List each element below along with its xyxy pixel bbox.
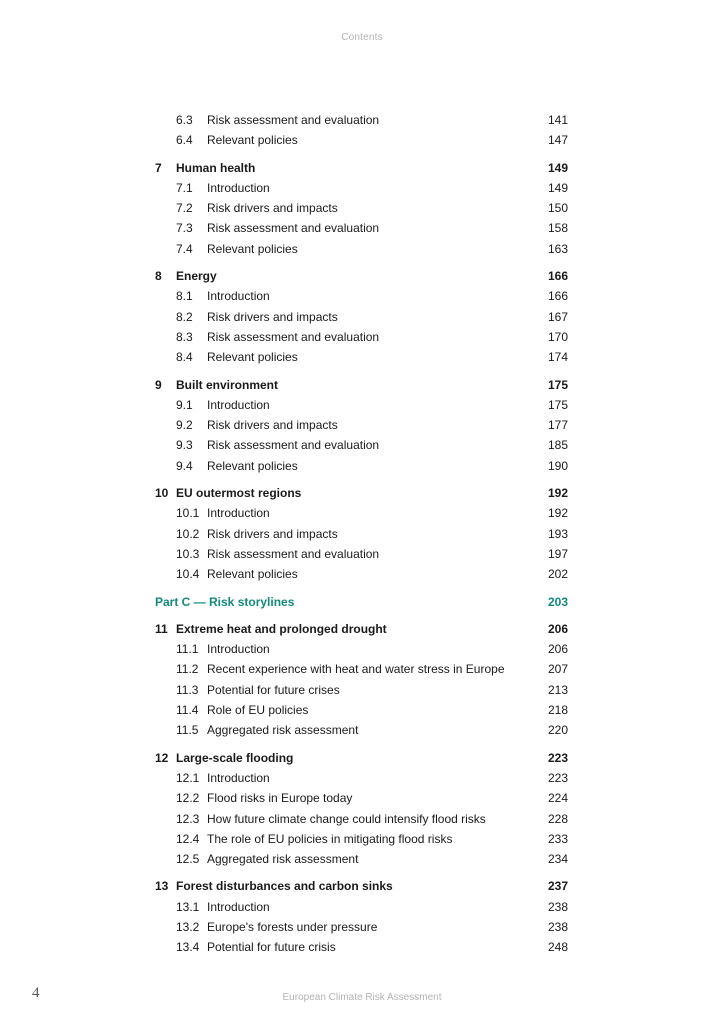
- toc-entry-page: 149: [547, 160, 568, 175]
- toc-chapter-row[interactable]: [155, 483, 570, 503]
- toc-entry-number: 8.2: [176, 309, 193, 324]
- running-header: Contents: [341, 32, 383, 43]
- toc-entry-title: Introduction: [207, 289, 270, 304]
- toc-entry-title: Role of EU policies: [207, 703, 309, 718]
- toc-entry-page: 238: [547, 899, 568, 914]
- toc-entry-number: 12.3: [176, 811, 200, 826]
- toc-entry-number: 9.1: [176, 397, 193, 412]
- toc-section-row[interactable]: [155, 130, 570, 150]
- toc-entry-page: 170: [547, 329, 568, 344]
- toc-section-row[interactable]: [155, 198, 570, 218]
- toc-entry-page: 163: [547, 241, 568, 256]
- toc-entry-title: The role of EU policies in mitigating flood risks: [207, 831, 453, 846]
- toc-entry-number: 11.3: [176, 682, 199, 697]
- toc-entry-title: Forest disturbances and carbon sinks: [176, 879, 393, 894]
- toc-entry-page: 206: [547, 621, 568, 636]
- toc-entry-number: 13.2: [176, 919, 200, 934]
- toc-entry-title: Europe's forests under pressure: [207, 919, 378, 934]
- toc-entry-page: 177: [547, 418, 568, 433]
- toc-entry-page: 220: [547, 723, 568, 738]
- toc-entry-title: Introduction: [207, 899, 270, 914]
- toc-entry-number: 8: [155, 269, 162, 284]
- toc-section-row[interactable]: [155, 809, 570, 829]
- toc-entry-title: How future climate change could intensify flood risks: [207, 811, 486, 826]
- toc-entry-title: Human health: [176, 160, 256, 175]
- toc-entry-title: Energy: [176, 269, 217, 284]
- toc-entry-number: 11.2: [176, 662, 199, 677]
- toc-entry-page: 174: [547, 350, 568, 365]
- toc-entry-number: 9.3: [176, 438, 193, 453]
- toc-entry-number: 8.1: [176, 289, 193, 304]
- toc-entry-number: 11.4: [176, 703, 199, 718]
- toc-entry-title: EU outermost regions: [176, 486, 302, 501]
- toc-chapter-row[interactable]: [155, 748, 570, 768]
- toc-section-row[interactable]: [155, 659, 570, 679]
- toc-entry-page: 234: [547, 852, 568, 867]
- toc-entry-page: 193: [547, 526, 568, 541]
- toc-entry-title: Built environment: [176, 377, 279, 392]
- toc-section-row[interactable]: [155, 720, 570, 740]
- toc-entry-title: Potential for future crises: [207, 682, 340, 697]
- toc-section-row[interactable]: [155, 524, 570, 544]
- toc-section-row[interactable]: [155, 700, 570, 720]
- toc-entry-page: 233: [547, 831, 568, 846]
- toc-entry-page: 175: [547, 397, 568, 412]
- toc-section-row[interactable]: [155, 897, 570, 917]
- page-number: 4: [32, 985, 40, 1001]
- toc-entry-title: Relevant policies: [207, 567, 298, 582]
- table-of-contents: [155, 110, 570, 958]
- toc-entry-page: 141: [547, 113, 568, 127]
- toc-entry-number: 12: [155, 750, 169, 765]
- toc-section-row[interactable]: [155, 218, 570, 238]
- toc-section-row[interactable]: [155, 937, 570, 957]
- toc-chapter-row[interactable]: [155, 266, 570, 286]
- toc-section-row[interactable]: [155, 639, 570, 659]
- toc-entry-title: Risk assessment and evaluation: [207, 329, 380, 344]
- toc-entry-page: 150: [547, 201, 568, 216]
- toc-entry-number: 7.4: [176, 241, 193, 256]
- toc-section-row[interactable]: [155, 286, 570, 306]
- toc-entry-number: 7.2: [176, 201, 193, 216]
- toc-entry-title: Extreme heat and prolonged drought: [176, 621, 387, 636]
- toc-entry-number: 12.4: [176, 831, 200, 846]
- toc-entry-page: 223: [547, 770, 568, 785]
- toc-section-row[interactable]: [155, 395, 570, 415]
- toc-part-row[interactable]: [155, 592, 570, 612]
- toc-entry-page: 149: [547, 180, 568, 195]
- toc-section-row[interactable]: [155, 347, 570, 367]
- toc-entry-page: 238: [547, 919, 568, 934]
- toc-entry-page: 166: [547, 269, 568, 284]
- toc-entry-number: 10.3: [176, 546, 200, 561]
- toc-entry-title: Relevant policies: [207, 458, 298, 473]
- toc-entry-page: 197: [547, 546, 568, 561]
- toc-entry-page: 185: [547, 438, 568, 453]
- toc-entry-title: Relevant policies: [207, 133, 298, 148]
- toc-section-row[interactable]: [155, 564, 570, 584]
- toc-entry-page: 248: [547, 940, 568, 955]
- toc-entry-title: Risk drivers and impacts: [207, 201, 338, 216]
- toc-entry-number: 6.3: [176, 113, 193, 127]
- toc-entry-title: Relevant policies: [207, 241, 298, 256]
- toc-entry-number: 8.3: [176, 329, 193, 344]
- toc-chapter-row[interactable]: [155, 375, 570, 395]
- toc-entry-title: Recent experience with heat and water stress in Europe: [207, 662, 505, 677]
- toc-chapter-row[interactable]: [155, 619, 570, 639]
- toc-entry-title: Relevant policies: [207, 350, 298, 365]
- toc-entry-title: Risk drivers and impacts: [207, 526, 338, 541]
- toc-entry-number: 12.5: [176, 852, 200, 867]
- toc-entry-title: Risk assessment and evaluation: [207, 113, 380, 127]
- toc-section-row[interactable]: [155, 917, 570, 937]
- toc-entry-page: 175: [547, 377, 568, 392]
- toc-entry-number: 7.1: [176, 180, 193, 195]
- toc-entry-page: 213: [547, 682, 568, 697]
- toc-entry-title: Introduction: [207, 397, 270, 412]
- toc-section-row[interactable]: [155, 768, 570, 788]
- toc-entry-number: 10.4: [176, 567, 200, 582]
- toc-entry-page: 190: [547, 458, 568, 473]
- toc-entry-page: 192: [547, 506, 568, 521]
- toc-section-row[interactable]: [155, 829, 570, 849]
- toc-entry-page: 228: [547, 811, 568, 826]
- toc-entry-number: 11: [155, 621, 168, 636]
- toc-chapter-row[interactable]: [155, 158, 570, 178]
- toc-section-row[interactable]: [155, 788, 570, 808]
- toc-entry-number: 10.2: [176, 526, 200, 541]
- toc-entry-page: 192: [547, 486, 568, 501]
- toc-entry-title: Flood risks in Europe today: [207, 791, 353, 806]
- toc-section-row[interactable]: [155, 239, 570, 259]
- toc-entry-title: Potential for future crisis: [207, 940, 336, 955]
- toc-section-row[interactable]: [155, 849, 570, 869]
- toc-section-row[interactable]: [155, 435, 570, 455]
- toc-entry-title: Aggregated risk assessment: [207, 852, 359, 867]
- toc-entry-title: Risk assessment and evaluation: [207, 221, 380, 236]
- toc-entry-title: Part C — Risk storylines: [155, 594, 295, 609]
- toc-entry-page: 167: [547, 309, 568, 324]
- toc-entry-page: 147: [547, 133, 568, 148]
- toc-entry-title: Large-scale flooding: [176, 750, 294, 765]
- toc-section-row[interactable]: [155, 544, 570, 564]
- toc-entry-title: Risk drivers and impacts: [207, 309, 338, 324]
- toc-entry-page: 158: [547, 221, 568, 236]
- toc-entry-title: Introduction: [207, 506, 270, 521]
- toc-section-row[interactable]: [155, 415, 570, 435]
- toc-entry-page: 224: [547, 791, 568, 806]
- toc-entry-number: 12.2: [176, 791, 200, 806]
- toc-entry-number: 13: [155, 879, 169, 894]
- toc-section-row[interactable]: [155, 680, 570, 700]
- toc-entry-title: Risk assessment and evaluation: [207, 438, 380, 453]
- toc-section-row[interactable]: [155, 307, 570, 327]
- toc-entry-page: 206: [547, 642, 568, 657]
- toc-entry-number: 6.4: [176, 133, 193, 148]
- toc-entry-number: 7: [155, 160, 162, 175]
- toc-section-row[interactable]: [155, 327, 570, 347]
- toc-entry-number: 10.1: [176, 506, 200, 521]
- toc-entry-page: 223: [547, 750, 568, 765]
- toc-section-row[interactable]: [155, 503, 570, 523]
- toc-entry-number: 11.1: [176, 642, 199, 657]
- toc-entry-title: Aggregated risk assessment: [207, 723, 359, 738]
- toc-entry-number: 9: [155, 377, 162, 392]
- toc-entry-number: 8.4: [176, 350, 193, 365]
- toc-entry-page: 207: [547, 662, 568, 677]
- toc-entry-page: 237: [547, 879, 568, 894]
- toc-entry-title: Introduction: [207, 180, 270, 195]
- toc-entry-page: 166: [547, 289, 568, 304]
- toc-entry-number: 11.5: [176, 723, 199, 738]
- toc-entry-page: 202: [547, 567, 568, 582]
- toc-chapter-row[interactable]: [155, 876, 570, 896]
- toc-entry-number: 13.1: [176, 899, 200, 914]
- toc-entry-page: 218: [547, 703, 568, 718]
- publication-title: European Climate Risk Assessment: [282, 992, 442, 1003]
- toc-entry-number: 12.1: [176, 770, 200, 785]
- toc-entry-title: Risk assessment and evaluation: [207, 546, 380, 561]
- toc-section-row[interactable]: [155, 110, 570, 130]
- toc-entry-number: 7.3: [176, 221, 193, 236]
- toc-entry-title: Risk drivers and impacts: [207, 418, 338, 433]
- toc-entry-number: 13.4: [176, 940, 200, 955]
- toc-entry-title: Introduction: [207, 642, 270, 657]
- toc-section-row[interactable]: [155, 178, 570, 198]
- toc-section-row[interactable]: [155, 456, 570, 476]
- toc-entry-number: 9.4: [176, 458, 193, 473]
- toc-entry-page: 203: [547, 594, 568, 609]
- toc-entry-number: 10: [155, 486, 169, 501]
- toc-entry-number: 9.2: [176, 418, 193, 433]
- toc-entry-title: Introduction: [207, 770, 270, 785]
